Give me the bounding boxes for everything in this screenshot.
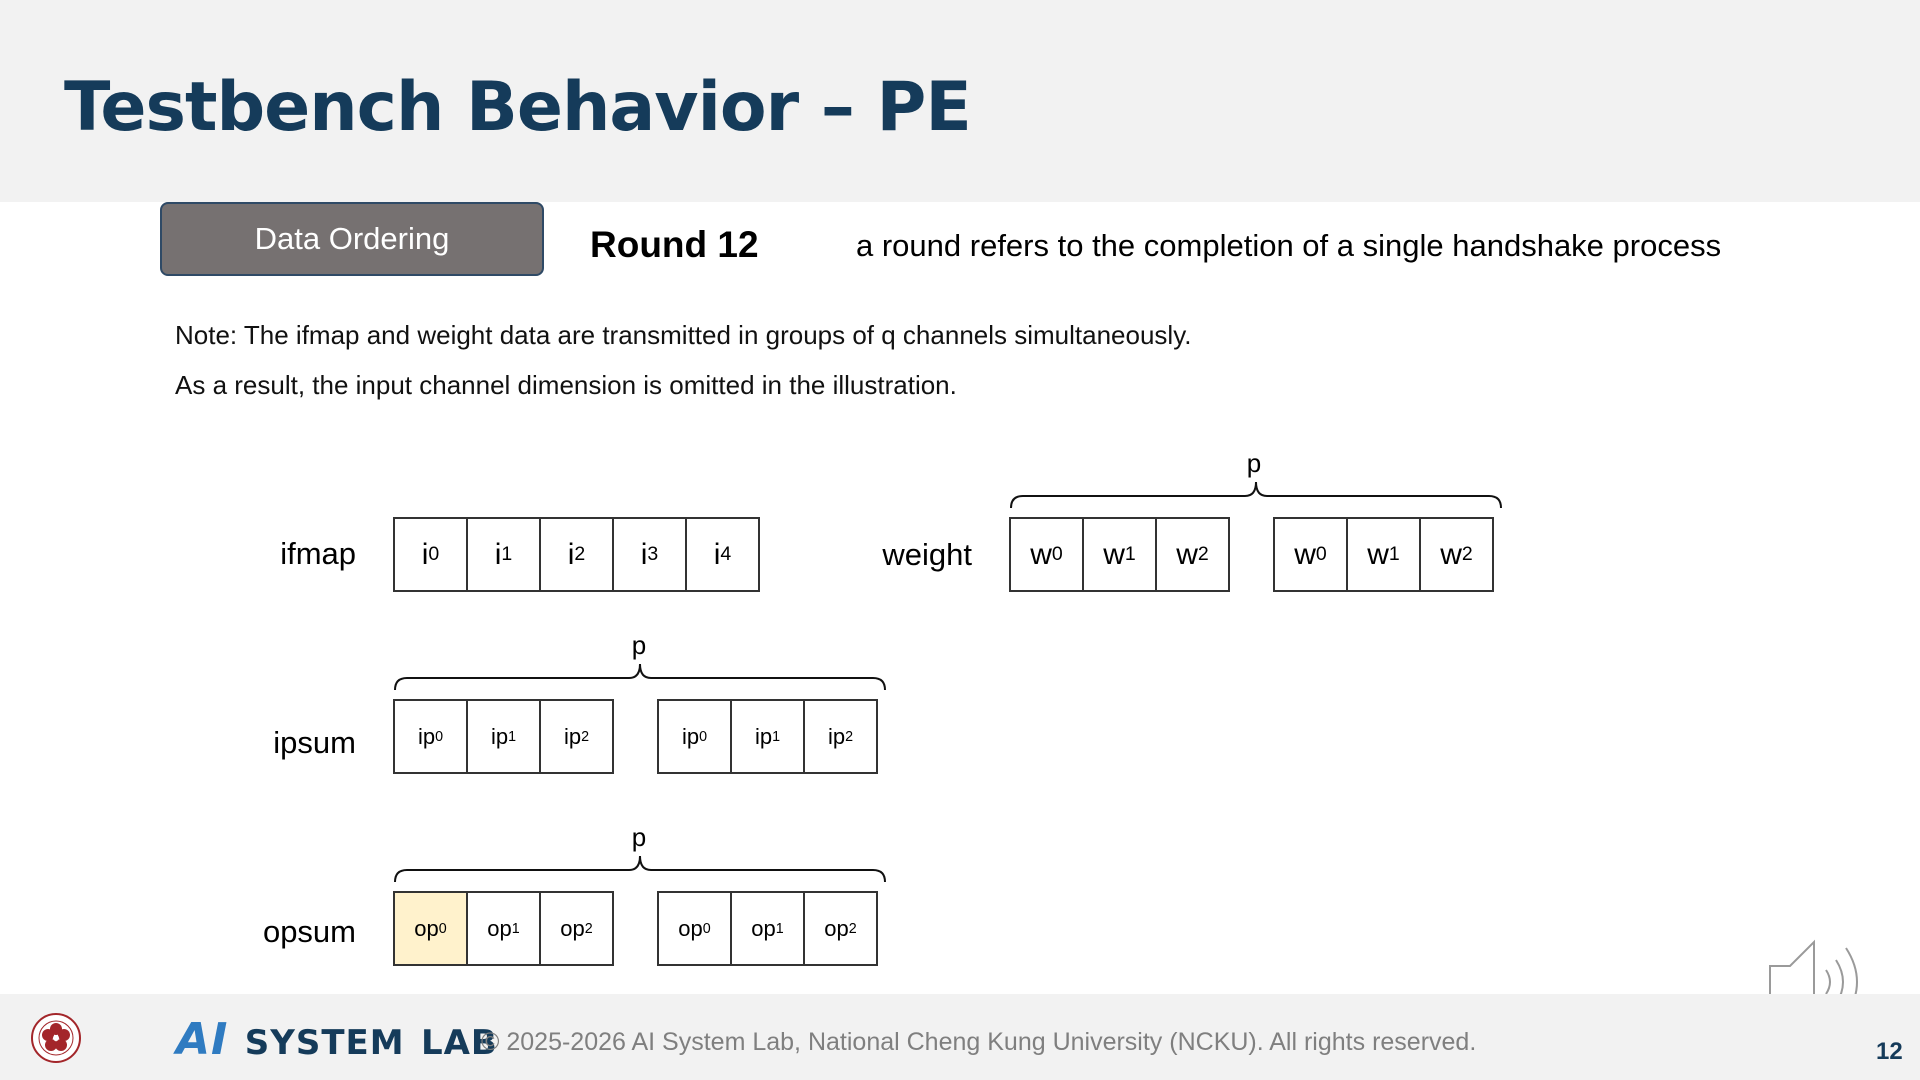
ai-system-lab-logo: AI SYSTEM LAB bbox=[176, 1014, 498, 1065]
data-cell: i 3 bbox=[612, 517, 687, 592]
weight-label: weight bbox=[882, 537, 972, 572]
data-cell: ip 1 bbox=[730, 699, 805, 774]
data-cell: ip 0 bbox=[657, 699, 732, 774]
opsum-group-2 bbox=[657, 891, 876, 966]
data-ordering-button[interactable]: Data Ordering bbox=[160, 202, 544, 276]
data-cell: i 1 bbox=[466, 517, 541, 592]
data-cell: ip 0 bbox=[393, 699, 468, 774]
data-cell: op 2 bbox=[539, 891, 614, 966]
slide-title: Testbench Behavior – PE bbox=[64, 68, 971, 147]
ifmap-cells bbox=[393, 517, 758, 592]
data-cell: op 0 bbox=[657, 891, 732, 966]
weight-brace-label: p bbox=[1246, 448, 1262, 478]
opsum-brace bbox=[393, 850, 887, 884]
weight-group-1 bbox=[1009, 517, 1228, 592]
opsum-label: opsum bbox=[262, 914, 356, 949]
ipsum-brace-label: p bbox=[631, 630, 647, 660]
weight-brace bbox=[1009, 476, 1503, 510]
data-cell: op 0 bbox=[393, 891, 468, 966]
university-seal-icon bbox=[30, 1012, 82, 1064]
data-cell: w 2 bbox=[1155, 517, 1230, 592]
opsum-brace-label: p bbox=[631, 822, 647, 852]
data-cell: w 0 bbox=[1273, 517, 1348, 592]
round-label: Round 12 bbox=[590, 224, 759, 265]
page-number: 12 bbox=[1876, 1038, 1903, 1065]
round-description: a round refers to the completion of a single handshake process bbox=[856, 228, 1722, 263]
ifmap-label: ifmap bbox=[280, 536, 356, 571]
data-cell: i 4 bbox=[685, 517, 760, 592]
data-cell: w 1 bbox=[1082, 517, 1157, 592]
ipsum-label: ipsum bbox=[273, 725, 356, 760]
data-cell: op 1 bbox=[466, 891, 541, 966]
note-line-1: Note: The ifmap and weight data are transmitted in groups of q channels simultaneously. bbox=[175, 320, 1192, 350]
data-cell: op 1 bbox=[730, 891, 805, 966]
ipsum-brace bbox=[393, 658, 887, 692]
data-cell: w 1 bbox=[1346, 517, 1421, 592]
data-cell: ip 2 bbox=[539, 699, 614, 774]
weight-group-2 bbox=[1273, 517, 1492, 592]
ipsum-group-2 bbox=[657, 699, 876, 774]
opsum-group-1 bbox=[393, 891, 612, 966]
ipsum-group-1 bbox=[393, 699, 612, 774]
data-cell: ip 1 bbox=[466, 699, 541, 774]
data-cell: op 2 bbox=[803, 891, 878, 966]
data-cell: i 2 bbox=[539, 517, 614, 592]
data-cell: w 2 bbox=[1419, 517, 1494, 592]
copyright-text: © 2025-2026 AI System Lab, National Cheng Kung University (NCKU). All rights reserved. bbox=[481, 1028, 1477, 1056]
data-cell: w 0 bbox=[1009, 517, 1084, 592]
data-cell: ip 2 bbox=[803, 699, 878, 774]
data-cell: i 0 bbox=[393, 517, 468, 592]
note-line-2: As a result, the input channel dimension is omitted in the illustration. bbox=[175, 370, 957, 400]
